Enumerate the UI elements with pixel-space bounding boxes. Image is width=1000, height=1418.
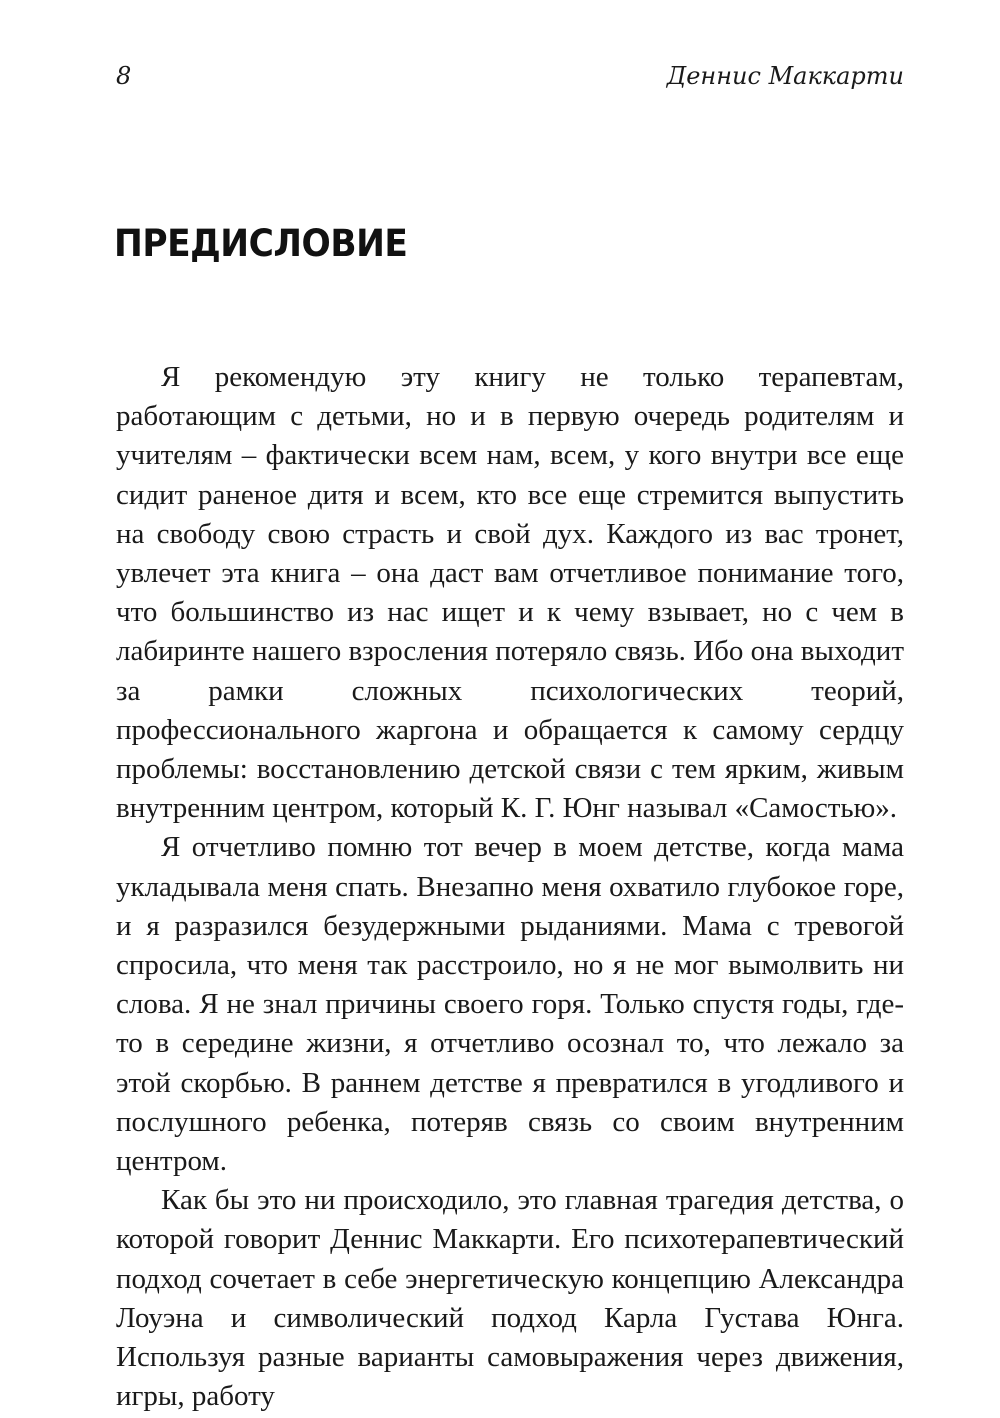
chapter-title: ПРЕДИСЛОВИЕ — [114, 222, 408, 265]
paragraph: Я отчетливо помню тот вечер в моем детстве, когда мама укладывала меня спать. Внезапно меня охватило глубокое горе, и я разразился безудержными рыданиями. Мама с тревогой спросила, что меня так расстроило, но я не мог вымолвить ни слова. Я не знал причины своего горя. Только спустя годы, где-то в середине жизни, я отчетливо осознал то, что лежало за этой скорбью. В раннем детстве я превратился в угодливого и послушного ребенка, потеряв связь со своим внутренним центром. — [116, 831, 904, 1178]
running-title: Деннис Маккарти — [666, 62, 904, 90]
page-number: 8 — [116, 62, 132, 90]
paragraph: Я рекомендую эту книгу не только терапевтам, работающим с детьми, но и в первую очередь родителям и учителям – фактически всем нам, всем, у кого внутри все еще сидит раненое дитя и всем, кто все еще стремится выпустить на свободу свою страсть и свой дух. Каждого из вас тронет, увлечет эта книга – она даст вам отчетливое понимание того, что большинство из нас ищет и к чему взывает, но с чем в лабиринте нашего взросления потеряло связь. Ибо она выходит за рамки сложных психологических теорий, профессионального жаргона и обращается к самому сердцу проблемы: восстановлению детской связи с тем ярким, живым внутренним центром, который К. Г. Юнг называл «Самостью». — [116, 361, 904, 825]
paragraph: Как бы это ни происходило, это главная трагедия детства, о которой говорит Деннис Маккарти. Его психотерапевтический подход сочетает в себе энергетическую концепцию Александра Лоуэна и символический подход Карла Густава Юнга. Используя разные варианты самовыражения через движения, игры, работу — [116, 1184, 904, 1413]
body-text — [116, 358, 904, 1416]
running-header — [116, 62, 904, 102]
